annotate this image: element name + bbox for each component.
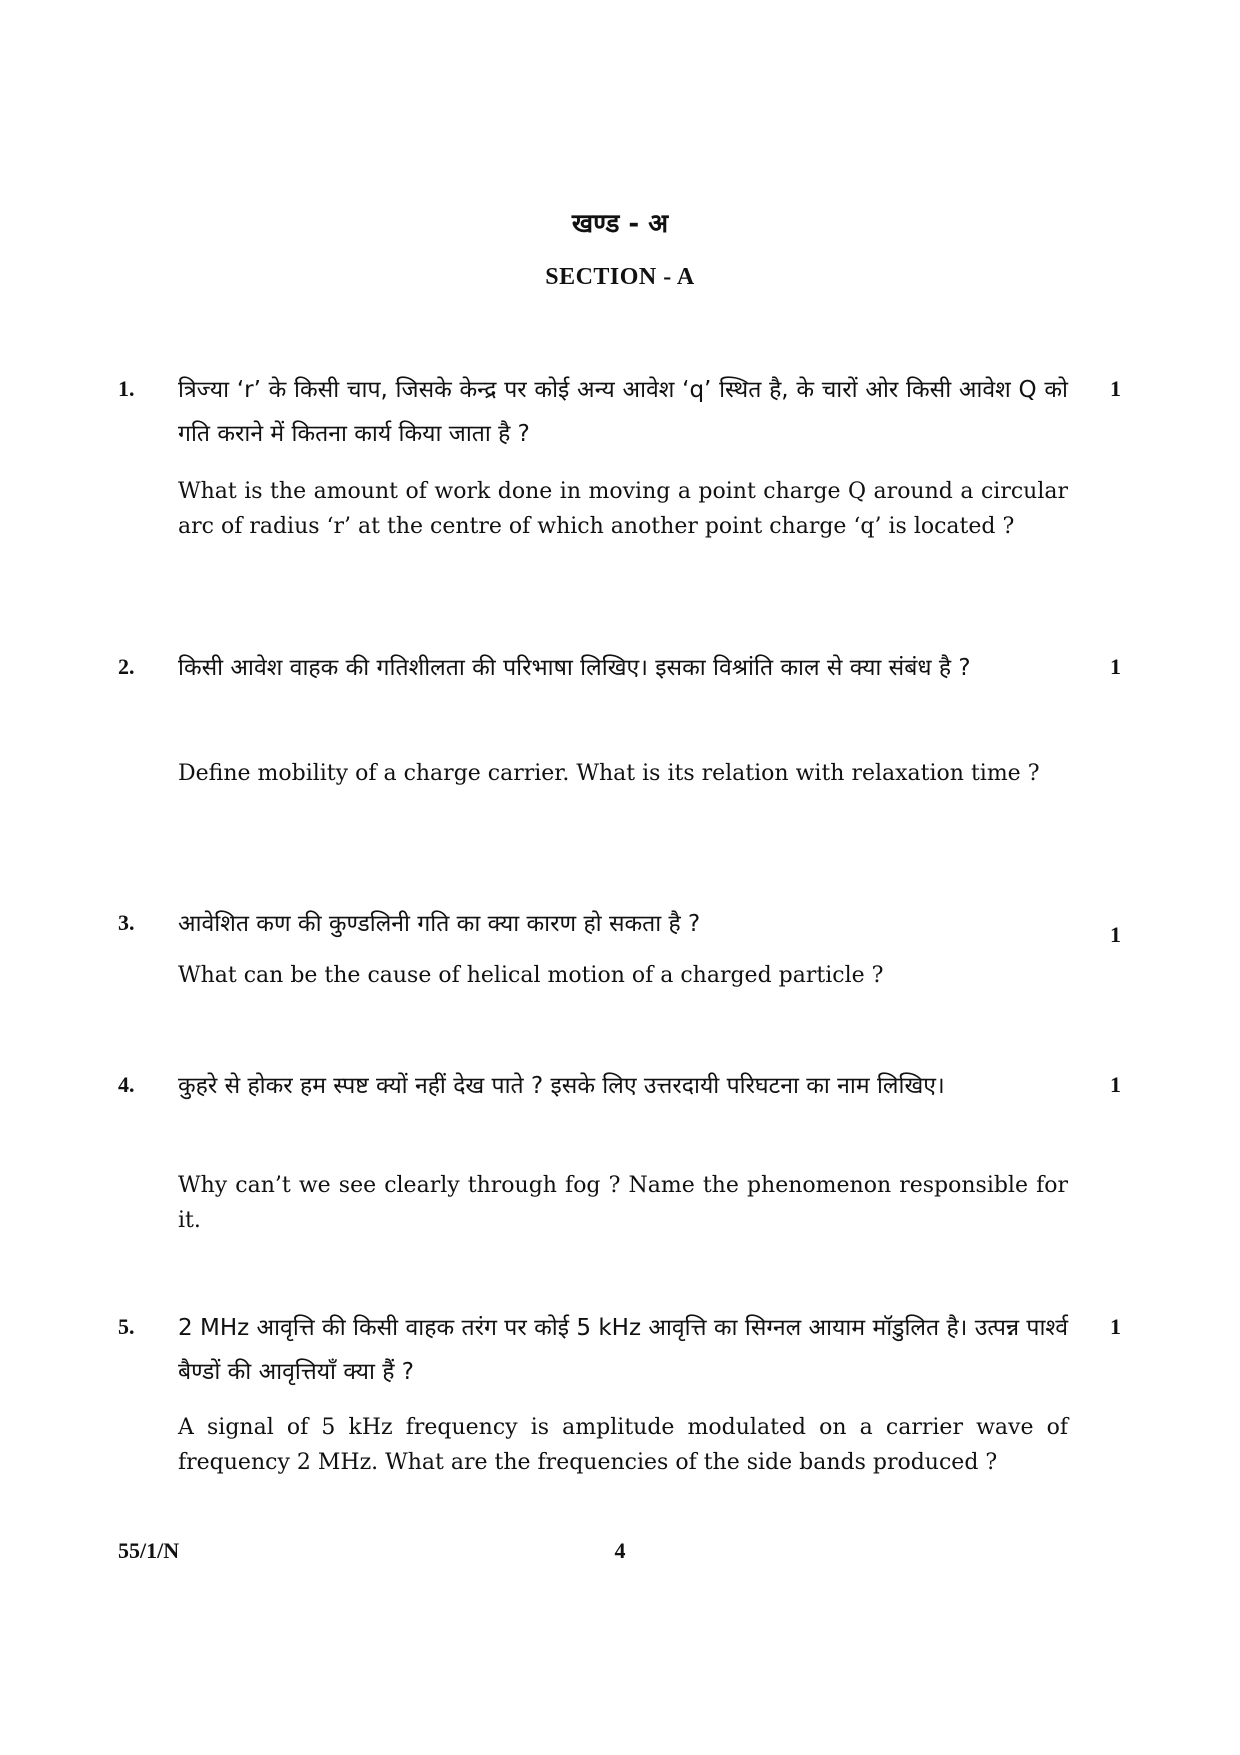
question-marks: 1 bbox=[1110, 922, 1121, 947]
question-text-hindi: 2 MHz आवृत्ति की किसी वाहक तरंग पर कोई 5 kHz आवृत्ति का सिग्नल आयाम मॉडुलित है। उत्पन्न पार्श्व बैण्डों की आवृत्तियाँ क्या हैं ? bbox=[178, 1315, 1068, 1385]
question-text-hindi: किसी आवेश वाहक की गतिशीलता की परिभाषा लिखिए। इसका विश्रांति काल से क्या संबंध है ? bbox=[178, 655, 971, 681]
page-number: 4 bbox=[614, 1538, 626, 1563]
question-marks: 1 bbox=[1110, 376, 1121, 401]
question-number: 3. bbox=[118, 910, 135, 935]
question-marks: 1 bbox=[1110, 1072, 1121, 1097]
section-heading-english: SECTION - A bbox=[545, 264, 695, 290]
question-text-english: Why can’t we see clearly through fog ? Name the phenomenon responsible for it. bbox=[178, 1173, 1068, 1233]
paper-code: 55/1/N bbox=[118, 1538, 180, 1563]
question-marks: 1 bbox=[1110, 1314, 1121, 1339]
question-text-hindi: त्रिज्या ‘r’ के किसी चाप, जिसके केन्द्र पर कोई अन्य आवेश ‘q’ स्थित है, के चारों ओर किसी आवेश Q को गति कराने में कितना कार्य किया जाता है ? bbox=[178, 377, 1068, 447]
section-heading-hindi: खण्ड - अ bbox=[571, 209, 669, 239]
question-text-english: A signal of 5 kHz frequency is amplitude modulated on a carrier wave of frequency 2 MHz. What are the frequencies of the side bands produced ? bbox=[178, 1415, 1068, 1475]
question-text-hindi: कुहरे से होकर हम स्पष्ट क्यों नहीं देख पाते ? इसके लिए उत्तरदायी परिघटना का नाम लिखिए। bbox=[178, 1073, 945, 1099]
question-text-english: Define mobility of a charge carrier. What is its relation with relaxation time ? bbox=[178, 761, 1040, 786]
question-number: 2. bbox=[118, 654, 135, 679]
question-number: 5. bbox=[118, 1314, 135, 1339]
question-number: 1. bbox=[118, 376, 135, 401]
question-number: 4. bbox=[118, 1072, 135, 1097]
question-text-english: What can be the cause of helical motion of a charged particle ? bbox=[178, 963, 884, 988]
question-marks: 1 bbox=[1110, 654, 1121, 679]
question-text-english: What is the amount of work done in moving a point charge Q around a circular arc of radius ‘r’ at the centre of which another point charge ‘q’ is located ? bbox=[178, 479, 1068, 539]
question-text-hindi: आवेशित कण की कुण्डलिनी गति का क्या कारण हो सकता है ? bbox=[178, 911, 701, 937]
